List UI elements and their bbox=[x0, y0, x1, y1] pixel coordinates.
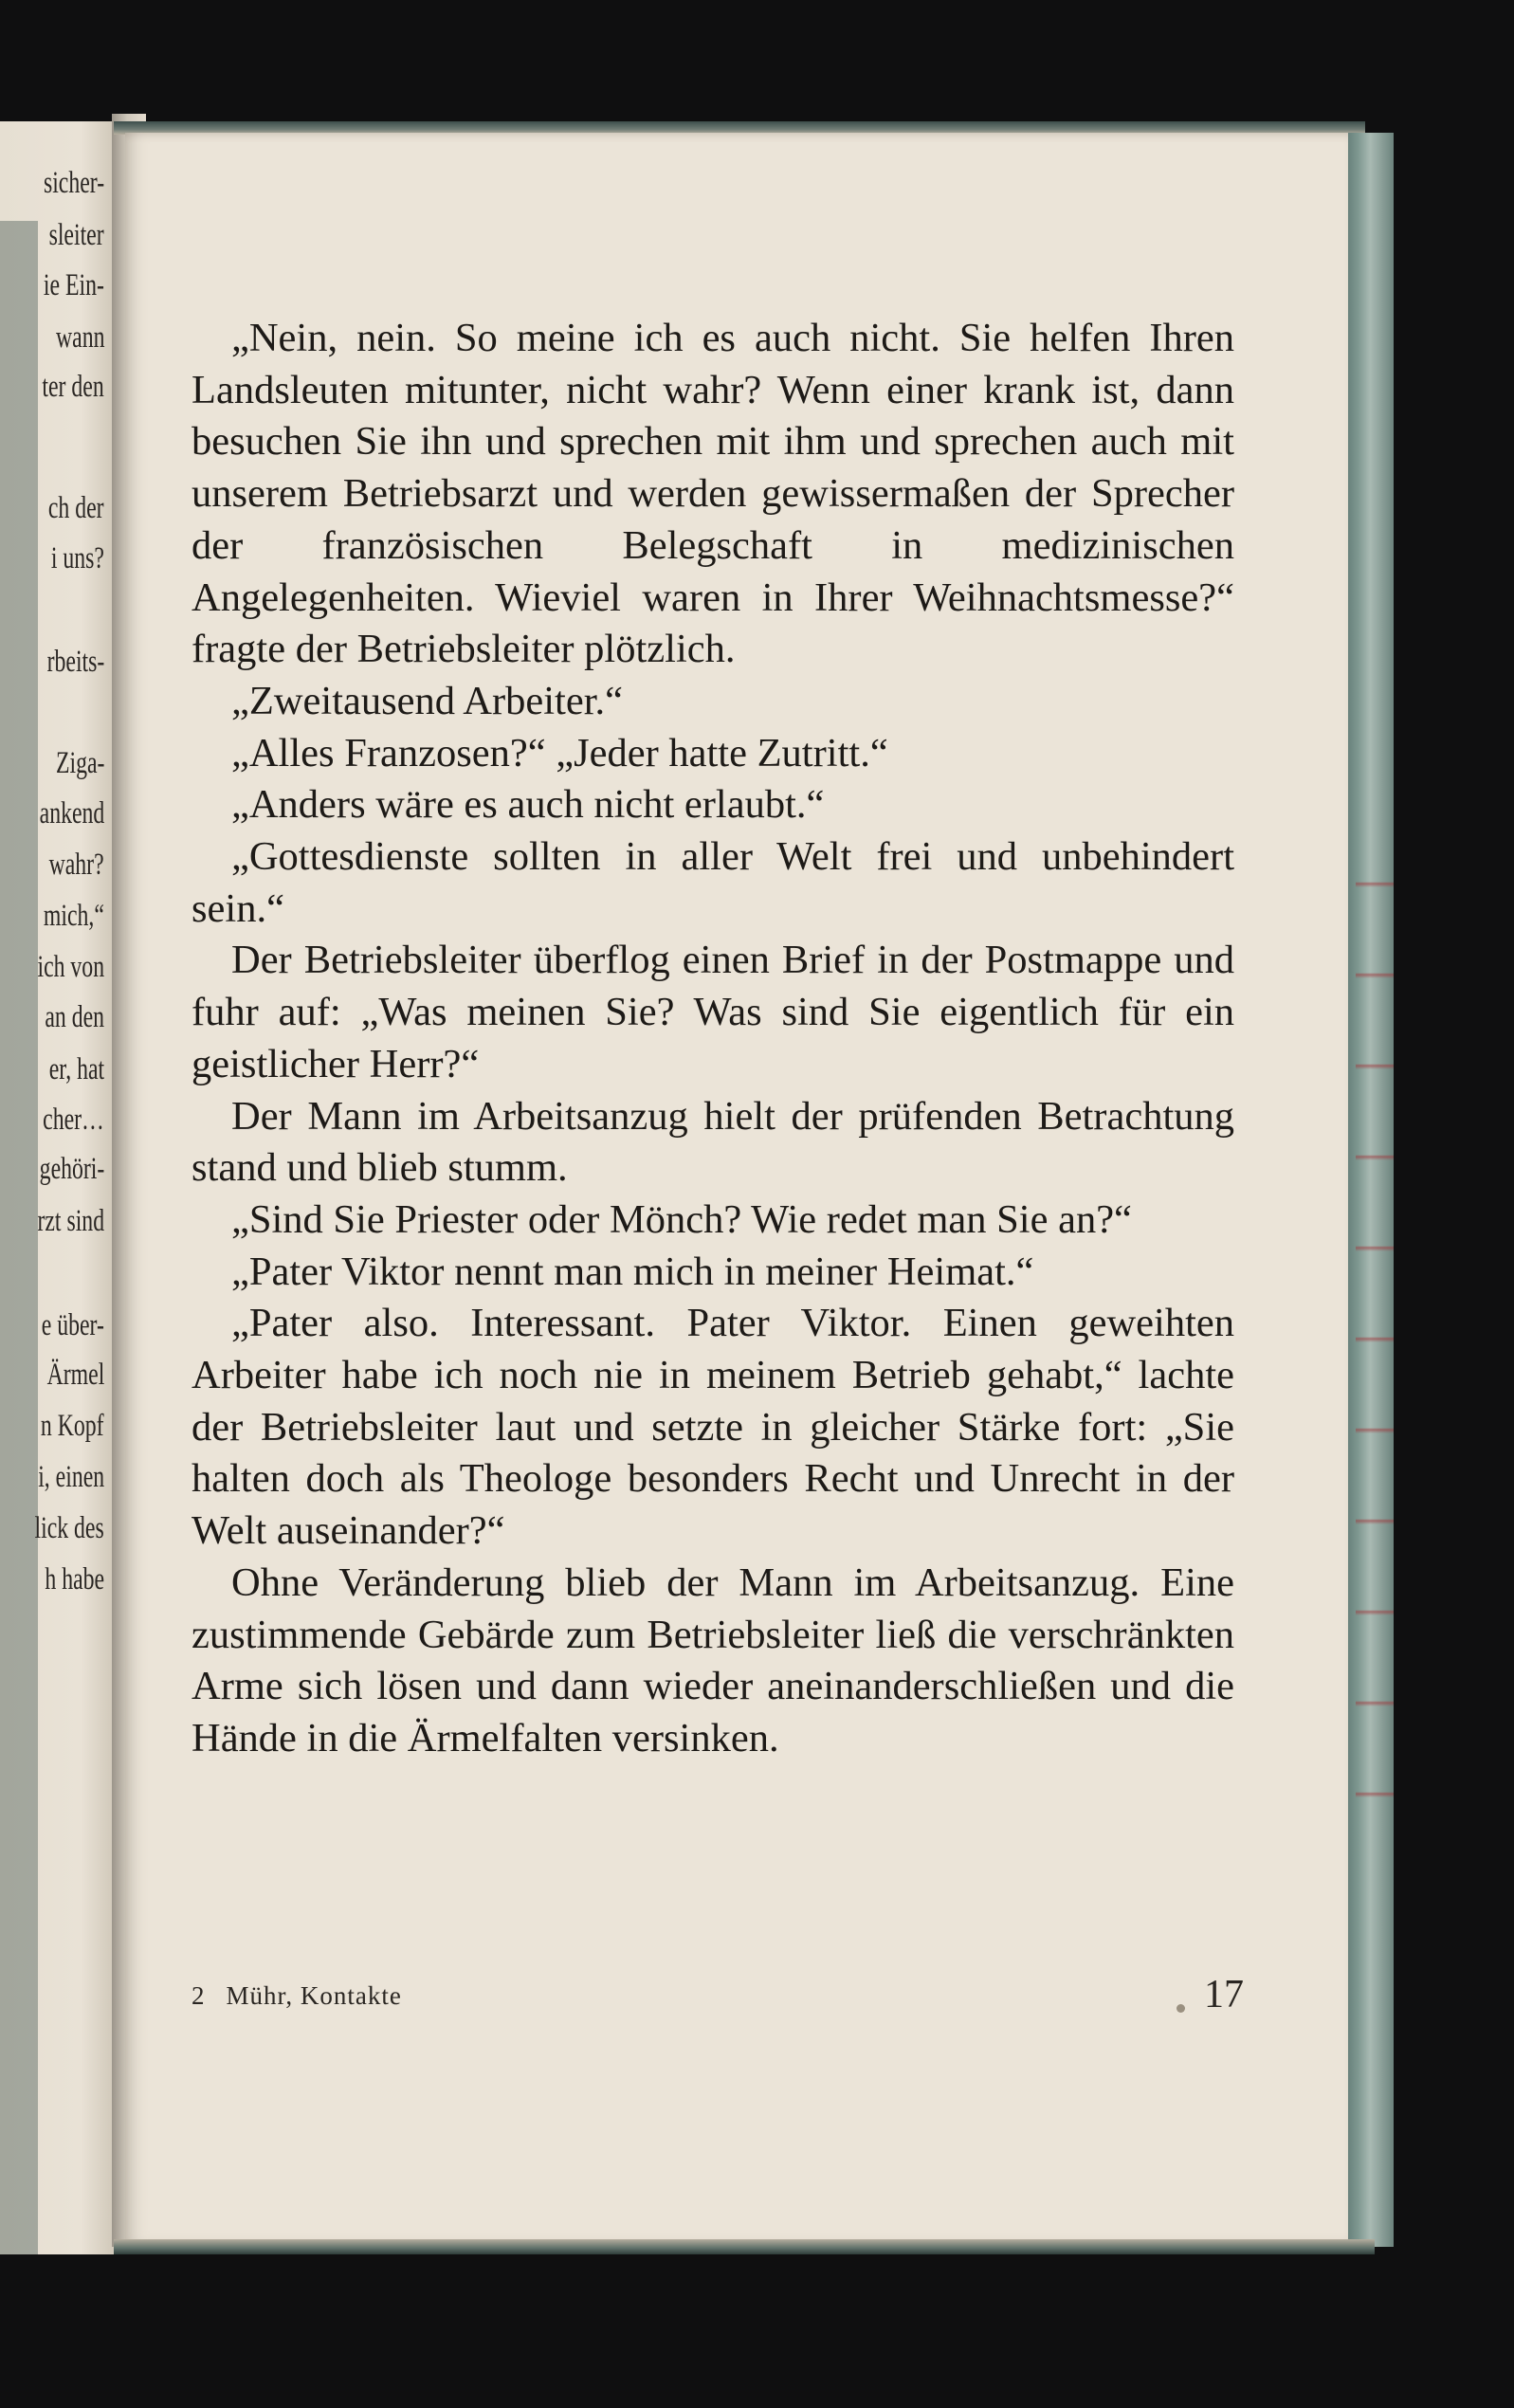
signature-number: 2 bbox=[192, 1981, 206, 2010]
left-page-fragment: gehöri- bbox=[39, 1152, 104, 1186]
left-page-fragment: an den bbox=[45, 1000, 104, 1034]
left-page-fragment: i uns? bbox=[50, 541, 104, 575]
left-page-fragment: sleiter bbox=[48, 218, 104, 252]
left-page-fragment: n Kopf bbox=[41, 1409, 104, 1443]
cover-bottom-edge bbox=[114, 2239, 1375, 2254]
left-page-fragment: lick des bbox=[34, 1511, 104, 1545]
page-footer bbox=[192, 1972, 1244, 2029]
paragraph: „Anders wäre es auch nicht erlaubt.“ bbox=[231, 782, 825, 828]
page-number: 17 bbox=[1204, 1973, 1244, 2016]
right-page bbox=[125, 133, 1348, 2242]
left-facing-page bbox=[0, 121, 116, 2254]
paragraph: Der Mann im Arbeitsanzug hielt der prüfenden Betrachtung stand und blieb stumm. bbox=[192, 1093, 1234, 1191]
left-page-fragment: cher… bbox=[43, 1103, 104, 1137]
left-page-fragment: Ärmel bbox=[46, 1358, 104, 1392]
paragraph: „Sind Sie Priester oder Mönch? Wie redet man Sie an?“ bbox=[231, 1196, 1132, 1242]
printer-signature bbox=[192, 1981, 402, 2011]
paragraph: Ohne Veränderung blieb der Mann im Arbeitsanzug. Eine zustimmende Gebärde zum Betriebsleiter ließ die verschränkten Arme sich lösen und dann wieder aneinanderschließen und die Hände in die Ärmelfalten versinken. bbox=[192, 1560, 1234, 1760]
left-page-fragment: sicher- bbox=[43, 166, 104, 200]
left-page-fragment: h habe bbox=[45, 1562, 104, 1596]
left-page-fragment: e über- bbox=[41, 1308, 104, 1342]
paragraph: „Gottesdienste sollten in aller Welt frei und unbehindert sein.“ bbox=[192, 834, 1234, 931]
left-page-fragment: wann bbox=[55, 320, 104, 355]
left-page-fragment: rbeits- bbox=[46, 645, 104, 679]
signature-text: Mühr, Kontakte bbox=[226, 1981, 402, 2010]
paragraph: „Pater also. Interessant. Pater Viktor. Einen geweihten Arbeiter habe ich noch nie in meinem Betrieb gehabt,“ lachte der Betriebsleiter laut und setzte in gleicher Stärke fort: „Sie halten doch als Theologe besonders Recht und Unrecht in der Welt auseinander?“ bbox=[192, 1301, 1234, 1554]
left-cover-shadow bbox=[0, 221, 38, 2254]
paragraph: „Alles Franzosen?“ „Jeder hatte Zutritt.“ bbox=[231, 730, 888, 775]
left-page-fragment: ankend bbox=[39, 796, 104, 830]
left-page-fragment: rzt sind bbox=[37, 1204, 104, 1238]
left-page-fragment: mich,“ bbox=[43, 899, 104, 933]
paragraph: „Nein, nein. So meine ich es auch nicht. Sie helfen Ihren Landsleuten mitunter, nicht wahr? Wenn einer krank ist, dann besuchen Sie ihn und sprechen mit ihm und sprechen auch mit unserem Betriebsarzt und werden gewissermaßen der Sprecher der französischen Belegschaft in medizinischen Angelegenheiten. Wieviel waren in Ihrer Weihnachtsmesse?“ fragte der Betriebsleiter plötzlich. bbox=[192, 316, 1234, 672]
left-page-fragment: ie Ein- bbox=[43, 268, 104, 302]
left-page-fragment: Ziga- bbox=[55, 746, 104, 780]
left-page-fragment: er, hat bbox=[48, 1052, 104, 1086]
page-body-text bbox=[192, 313, 1234, 1765]
paragraph: Der Betriebsleiter überflog einen Brief in der Postmappe und fuhr auf: „Was meinen Sie? Was sind Sie eigentlich für ein geistlicher Herr?“ bbox=[192, 938, 1234, 1086]
left-page-fragment: ch der bbox=[48, 491, 104, 525]
paragraph: „Zweitausend Arbeiter.“ bbox=[231, 678, 624, 723]
ink-speck bbox=[1177, 2004, 1185, 2013]
left-page-fragment: i, einen bbox=[38, 1460, 104, 1494]
left-page-fragment: ich von bbox=[37, 950, 104, 984]
left-page-fragment: ter den bbox=[42, 370, 104, 404]
left-page-fragment: wahr? bbox=[48, 848, 104, 882]
paragraph: „Pater Viktor nennt man mich in meiner Heimat.“ bbox=[231, 1249, 1034, 1294]
